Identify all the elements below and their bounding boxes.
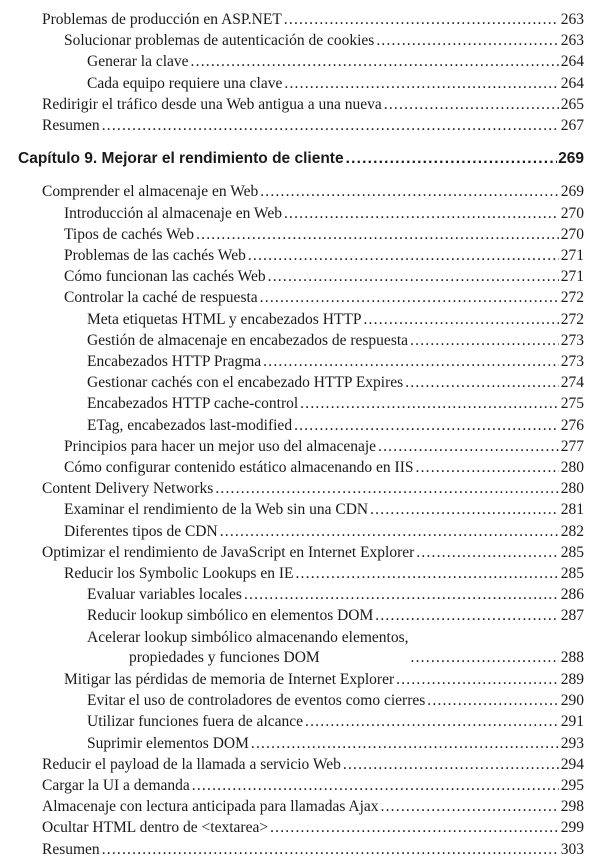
toc-entry bbox=[87, 734, 584, 754]
dot-leader bbox=[370, 500, 559, 520]
dot-leader bbox=[376, 31, 559, 51]
toc-entry-label: Almacenaje con lectura anticipada para llamadas Ajax bbox=[42, 798, 379, 816]
dot-leader bbox=[416, 543, 559, 563]
toc-entry-label: Problemas de producción en ASP.NET bbox=[42, 11, 282, 28]
toc-entry-page: 263 bbox=[560, 11, 584, 28]
toc-entry-page: 285 bbox=[560, 565, 584, 582]
toc-entry bbox=[64, 670, 584, 690]
toc-entry-label-line2: propiedades y funciones DOM bbox=[129, 648, 320, 666]
toc-entry-page: 303 bbox=[560, 840, 584, 858]
dot-leader bbox=[405, 373, 559, 393]
toc-entry-page: 271 bbox=[560, 268, 584, 286]
toc-entry-page: 270 bbox=[560, 204, 584, 222]
toc-entry bbox=[87, 373, 584, 393]
dot-leader bbox=[381, 797, 559, 817]
toc-entry bbox=[64, 31, 584, 51]
toc-entry-label: Encabezados HTTP cache-control bbox=[87, 395, 299, 413]
toc-entry-label: Cargar la UI a demanda bbox=[42, 777, 190, 794]
toc-entry-page: 294 bbox=[560, 755, 584, 773]
toc-entry-label: Gestionar cachés con el encabezado HTTP Expires bbox=[87, 374, 404, 392]
toc-entry bbox=[87, 331, 584, 351]
chapter-page: 269 bbox=[558, 150, 584, 168]
toc-entry-label: Controlar la caché de respuesta bbox=[64, 289, 258, 307]
toc-entry-label: Generar la clave bbox=[87, 53, 189, 71]
dot-leader bbox=[260, 288, 559, 308]
toc-entry-label: Problemas de las cachés Web bbox=[64, 247, 246, 264]
toc-entry bbox=[42, 818, 584, 838]
chapter-heading bbox=[18, 149, 584, 169]
toc-entry bbox=[64, 564, 584, 584]
dot-leader bbox=[396, 670, 559, 690]
toc-entry-page: 280 bbox=[560, 480, 584, 498]
toc-entry-page: 299 bbox=[560, 819, 584, 837]
toc-entry bbox=[42, 95, 584, 115]
dot-leader bbox=[251, 734, 559, 754]
toc-entry-label: Suprimir elementos DOM bbox=[87, 734, 249, 752]
toc-entry bbox=[64, 267, 584, 287]
toc-entry-page: 280 bbox=[560, 459, 584, 476]
dot-leader bbox=[411, 648, 559, 668]
toc-entry-label: Cómo funcionan las cachés Web bbox=[64, 268, 266, 286]
toc-entry-label: Solucionar problemas de autenticación de cookies bbox=[64, 32, 375, 50]
toc-entry-label: Evitar el uso de controladores de eventos como cierres bbox=[87, 692, 426, 710]
toc-entry bbox=[87, 606, 584, 626]
dot-leader bbox=[363, 310, 559, 330]
toc-entry-label: Reducir el payload de la llamada a servicio Web bbox=[42, 755, 341, 773]
toc-entry-label: Mitigar las pérdidas de memoria de Internet Explorer bbox=[64, 671, 395, 688]
toc-entry-page: 265 bbox=[560, 95, 584, 113]
toc-entry-label: Reducir los Symbolic Lookups en IE bbox=[64, 565, 294, 582]
toc-entry-label: Optimizar el rendimiento de JavaScript en Internet Explorer bbox=[42, 543, 415, 561]
toc-entry bbox=[42, 543, 584, 563]
toc-entry-page: 273 bbox=[560, 331, 584, 349]
toc-entry-label: Principios para hacer un mejor uso del almacenaje bbox=[64, 437, 377, 455]
toc-entry bbox=[42, 797, 584, 817]
dot-leader bbox=[215, 479, 559, 499]
dot-leader bbox=[284, 10, 559, 30]
toc-entry-label: Cómo configurar contenido estático almacenando en IIS bbox=[64, 459, 414, 476]
dot-leader bbox=[343, 755, 559, 775]
dot-leader bbox=[284, 74, 559, 94]
toc-entry-label: Ocultar HTML dentro de <textarea> bbox=[42, 819, 269, 837]
dot-leader bbox=[248, 246, 559, 266]
dot-leader bbox=[375, 606, 559, 626]
toc-entry-page: 277 bbox=[560, 437, 584, 455]
toc-entry bbox=[87, 74, 584, 94]
toc-entry bbox=[42, 479, 584, 499]
toc-entry-label: Tipos de cachés Web bbox=[64, 225, 195, 243]
dot-leader bbox=[295, 564, 559, 584]
toc-entry-page: 286 bbox=[560, 586, 584, 604]
toc-entry-label: Evaluar variables locales bbox=[87, 586, 242, 604]
toc-entry-label: Redirigir el tráfico desde una Web antigua a una nueva bbox=[42, 95, 382, 113]
toc-entry bbox=[64, 246, 584, 266]
toc-entry-page: 269 bbox=[560, 183, 584, 201]
toc-entry-label: Reducir lookup simbólico en elementos DOM bbox=[87, 607, 374, 625]
toc-entry-label: Utilizar funciones fuera de alcance bbox=[87, 713, 304, 731]
toc-entry-page: 290 bbox=[560, 692, 584, 710]
toc-entry bbox=[87, 352, 584, 372]
toc-entry-page: 289 bbox=[560, 671, 584, 688]
toc-entry-label: ETag, encabezados last-modified bbox=[87, 416, 293, 434]
dot-leader bbox=[427, 691, 559, 711]
toc-entry-label-line1: Acelerar lookup simbólico almacenando elementos, bbox=[87, 628, 409, 646]
toc-entry-page: 285 bbox=[560, 543, 584, 561]
dot-leader bbox=[305, 712, 559, 732]
toc-entry bbox=[42, 182, 584, 202]
toc-entry-page: 287 bbox=[560, 607, 584, 625]
dot-leader bbox=[192, 776, 559, 796]
toc-entry bbox=[42, 10, 584, 30]
toc-entry-page: 272 bbox=[560, 289, 584, 307]
toc-entry bbox=[64, 500, 584, 520]
toc-entry-page: 288 bbox=[560, 648, 584, 666]
toc-entry bbox=[87, 310, 584, 330]
dot-leader bbox=[191, 52, 559, 72]
dot-leader bbox=[196, 225, 559, 245]
toc-entry-page: 264 bbox=[560, 53, 584, 71]
toc-entry bbox=[42, 776, 584, 796]
toc-entry-page: 267 bbox=[560, 117, 584, 134]
dot-leader bbox=[384, 95, 559, 115]
toc-entry-label: Introducción al almacenaje en Web bbox=[64, 204, 282, 222]
toc-entry-page: 270 bbox=[560, 225, 584, 243]
toc-entry-page: 271 bbox=[560, 247, 584, 264]
toc-entry bbox=[42, 755, 584, 775]
dot-leader bbox=[410, 331, 559, 351]
toc-entry-label: Resumen bbox=[42, 840, 100, 858]
dot-leader bbox=[260, 182, 559, 202]
dot-leader bbox=[346, 149, 557, 169]
toc-entry bbox=[64, 204, 584, 224]
toc-entry-label: Encabezados HTTP Pragma bbox=[87, 353, 262, 370]
toc-entry-label: Comprender el almacenaje en Web bbox=[42, 183, 259, 201]
toc-entry bbox=[42, 840, 584, 860]
toc-entry-label bbox=[87, 628, 409, 668]
toc-entry bbox=[64, 225, 584, 245]
toc-entry bbox=[87, 52, 584, 72]
dot-leader bbox=[270, 818, 559, 838]
toc-entry-page: 295 bbox=[560, 777, 584, 794]
dot-leader bbox=[416, 458, 560, 478]
toc-entry-page: 293 bbox=[560, 734, 584, 752]
dot-leader bbox=[220, 522, 559, 542]
toc-entry-page: 264 bbox=[560, 74, 584, 92]
toc-entry-page: 274 bbox=[560, 374, 584, 392]
dot-leader bbox=[284, 204, 559, 224]
toc-entry bbox=[42, 116, 584, 136]
toc-entry bbox=[64, 458, 584, 478]
toc-entry-label: Resumen bbox=[42, 117, 100, 134]
toc-entry-label: Cada equipo requiere una clave bbox=[87, 74, 283, 92]
toc-entry bbox=[87, 691, 584, 711]
toc-entry bbox=[87, 628, 584, 668]
dot-leader bbox=[378, 437, 559, 457]
toc-entry bbox=[64, 522, 584, 542]
toc-entry bbox=[87, 394, 584, 414]
toc-entry bbox=[87, 416, 584, 436]
chapter-title: Capítulo 9. Mejorar el rendimiento de cliente bbox=[18, 150, 344, 168]
toc-entry-page: 263 bbox=[560, 32, 584, 50]
toc-entry bbox=[64, 288, 584, 308]
toc-entry-page: 275 bbox=[560, 395, 584, 413]
toc-entry-page: 291 bbox=[560, 713, 584, 731]
dot-leader bbox=[263, 352, 559, 372]
dot-leader bbox=[102, 116, 559, 136]
toc-entry-page: 272 bbox=[560, 310, 584, 328]
toc-entry bbox=[87, 712, 584, 732]
toc-entry-page: 298 bbox=[560, 798, 584, 816]
toc-entry-label: Gestión de almacenaje en encabezados de respuesta bbox=[87, 331, 409, 349]
toc-entry bbox=[64, 437, 584, 457]
toc-entry-page: 282 bbox=[560, 522, 584, 540]
dot-leader bbox=[102, 840, 559, 860]
toc-entry bbox=[87, 585, 584, 605]
toc-entry-label: Meta etiquetas HTML y encabezados HTTP bbox=[87, 310, 362, 328]
dot-leader bbox=[294, 416, 559, 436]
toc-entry-label: Examinar el rendimiento de la Web sin una CDN bbox=[64, 501, 369, 519]
toc-entry-page: 276 bbox=[560, 416, 584, 434]
dot-leader bbox=[268, 267, 559, 287]
toc-entry-label: Diferentes tipos de CDN bbox=[64, 522, 218, 540]
dot-leader bbox=[300, 394, 559, 414]
toc-entry-page: 281 bbox=[560, 501, 584, 519]
dot-leader bbox=[244, 585, 559, 605]
toc-entry-label: Content Delivery Networks bbox=[42, 480, 214, 498]
toc-entry-page: 273 bbox=[560, 353, 584, 370]
